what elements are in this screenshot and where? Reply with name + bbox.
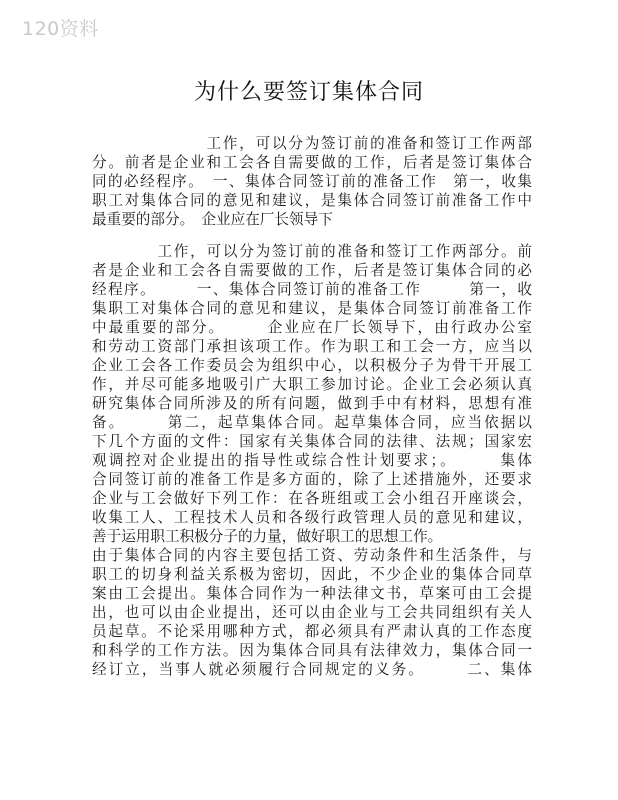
intro-paragraph bbox=[92, 134, 532, 229]
text-line: 企业工会各工作委员会为组织中心，以积极分子为骨干开展工 bbox=[92, 357, 532, 374]
document-title: 为什么要签订集体合同 bbox=[193, 80, 424, 105]
text-line: 工作，可以分为签订前的准备和签订工作两部 bbox=[92, 135, 532, 152]
text-line: 分。前者是企业和工会各自需要做的工作，后者是签订集体合 bbox=[92, 154, 532, 171]
text-line: 和劳动工资部门承担该项工作。作为职工和工会一方，应当以 bbox=[92, 338, 532, 355]
text-line: 善于运用职工积极分子的力量，做好职工的思想工作。 bbox=[92, 528, 443, 545]
text-line: 合同签订前的准备工作是多方面的，除了上述措施外，还要求 bbox=[92, 471, 532, 488]
text-line: 出，也可以由企业提出，还可以由企业与工会共同组织有关人 bbox=[92, 604, 532, 621]
main-paragraph bbox=[92, 242, 532, 679]
text-line: 备。 第二，起草集体合同。起草集体合同，应当依据以 bbox=[92, 414, 532, 431]
text-line: 研究集体合同所涉及的所有问题，做到手中有材料，思想有准 bbox=[92, 395, 532, 412]
text-line: 收集工人、工程技术人员和各级行政管理人员的意见和建议， bbox=[92, 509, 532, 526]
text-line: 集职工对集体合同的意见和建议，是集体合同签订前准备工作 bbox=[92, 300, 532, 317]
text-line: 观调控对企业提出的指导性或综合性计划要求；。 集体 bbox=[92, 452, 532, 469]
text-line: 下几个方面的文件：国家有关集体合同的法律、法规；国家宏 bbox=[92, 433, 532, 450]
text-line: 企业与工会做好下列工作：在各班组或工会小组召开座谈会， bbox=[92, 490, 532, 507]
text-line: 职工对集体合同的意见和建议，是集体合同签订前准备工作中 bbox=[92, 192, 532, 209]
text-line: 作，并尽可能多地吸引广大职工参加讨论。企业工会必须认真 bbox=[92, 376, 532, 393]
text-line: 经订立，当事人就必须履行合同规定的义务。 二、集体 bbox=[92, 661, 532, 678]
text-line: 同的必经程序。 一、集体合同签订前的准备工作 第一，收集 bbox=[92, 173, 532, 190]
watermark-logo: 120资料 bbox=[22, 18, 99, 40]
text-line: 职工的切身利益关系极为密切，因此，不少企业的集体合同草 bbox=[92, 566, 532, 583]
text-line: 最重要的部分。 企业应在厂长领导下 bbox=[92, 211, 333, 228]
text-line: 工作，可以分为签订前的准备和签订工作两部分。前 bbox=[92, 243, 532, 260]
text-line: 由于集体合同的内容主要包括工资、劳动条件和生活条件，与 bbox=[92, 547, 532, 564]
text-line: 经程序。 一、集体合同签订前的准备工作 第一，收 bbox=[92, 281, 532, 298]
text-line: 案由工会提出。集体合同作为一种法律文书，草案可由工会提 bbox=[92, 585, 532, 602]
text-line: 中最重要的部分。 企业应在厂长领导下，由行政办公室 bbox=[92, 319, 532, 336]
text-line: 和科学的工作方法。因为集体合同具有法律效力，集体合同一 bbox=[92, 642, 532, 659]
text-line: 员起草。不论采用哪种方式，都必须具有严肃认真的工作态度 bbox=[92, 623, 532, 640]
text-line: 者是企业和工会各自需要做的工作，后者是签订集体合同的必 bbox=[92, 262, 532, 279]
